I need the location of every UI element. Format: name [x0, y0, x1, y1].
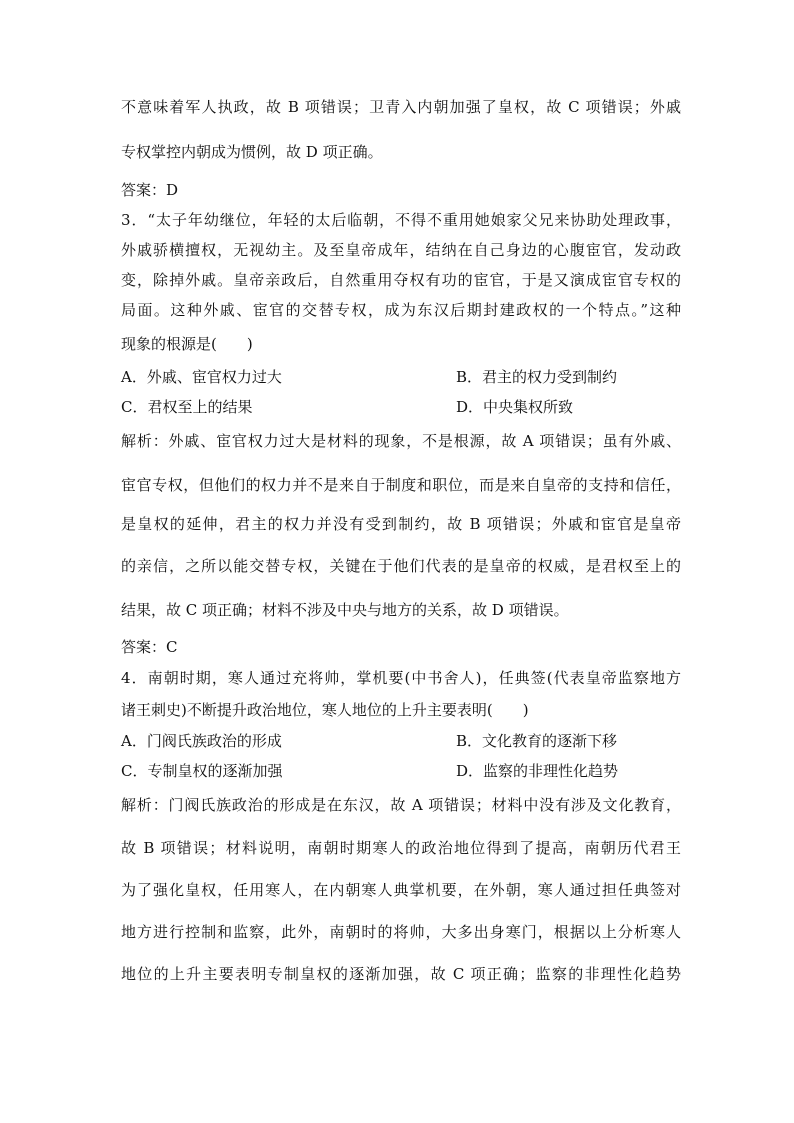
analysis-line: 为了强化皇权，任用寒人，在内朝寒人典掌机要，在外朝，寒人通过担任典签对 [121, 881, 681, 899]
option-d: D．监察的非理性化趋势 [456, 762, 619, 780]
option-b: B．文化教育的逐渐下移 [456, 732, 618, 750]
analysis-line: 地位的上升主要表明专制皇权的逐渐加强，故 C 项正确；监察的非理性化趋势 [121, 965, 681, 983]
question-stem-line: 局面。这种外戚、宦官的交替专权，成为东汉后期封建政权的一个特点。”这种 [121, 301, 681, 319]
question-stem-line: 3．“太子年幼继位，年轻的太后临朝，不得不重用她娘家父兄来协助处理政事， [121, 211, 681, 229]
analysis-line: 是皇权的延伸，君主的权力并没有受到制约，故 B 项错误；外戚和宦官是皇帝 [121, 515, 681, 533]
analysis-line: 的亲信，之所以能交替专权，关键在于他们代表的是皇帝的权威，是君权至上的 [121, 557, 681, 575]
option-a: A．门阀氏族政治的形成 [121, 732, 282, 750]
analysis-line: 故 B 项错误；材料说明，南朝时期寒人的政治地位得到了提高，南朝历代君王 [121, 839, 681, 857]
analysis-line: 解析：外戚、宦官权力过大是材料的现象，不是根源，故 A 项错误；虽有外戚、 [121, 432, 681, 450]
option-c: C．君权至上的结果 [121, 398, 253, 416]
analysis-line: 地方进行控制和监察，此外，南朝时的将帅，大多出身寒门，根据以上分析寒人 [121, 923, 681, 941]
option-b: B．君主的权力受到制约 [456, 368, 618, 386]
question-stem-line: 诸王刺史)不断提升政治地位，寒人地位的上升主要表明( ) [121, 701, 529, 719]
option-c: C．专制皇权的逐渐加强 [121, 762, 283, 780]
question-stem-line: 外戚骄横擅权，无视幼主。及至皇帝成年，结纳在自己身边的心腹宦官，发动政 [121, 241, 681, 259]
answer-label: 答案：D [121, 181, 179, 199]
analysis-line: 结果，故 C 项正确；材料不涉及中央与地方的关系，故 D 项错误。 [121, 601, 569, 619]
question-stem-line: 变，除掉外戚。皇帝亲政后，自然重用夺权有功的宦官，于是又演成宦官专权的 [121, 271, 681, 289]
option-d: D．中央集权所致 [456, 398, 574, 416]
answer-label: 答案：C [121, 638, 178, 656]
text-line: 专权掌控内朝成为惯例，故 D 项正确。 [121, 143, 383, 161]
option-a: A．外戚、宦官权力过大 [121, 368, 282, 386]
question-stem-line: 4．南朝时期，寒人通过充将帅，掌机要(中书舍人)，任典签(代表皇帝监察地方 [121, 669, 681, 687]
question-stem-line: 现象的根源是( ) [121, 335, 253, 353]
analysis-line: 解析：门阀氏族政治的形成是在东汉，故 A 项错误；材料中没有涉及文化教育， [121, 796, 681, 814]
text-line: 不意味着军人执政，故 B 项错误；卫青入内朝加强了皇权，故 C 项错误；外戚 [121, 98, 681, 116]
analysis-line: 宦官专权，但他们的权力并不是来自于制度和职位，而是来自皇帝的支持和信任， [121, 476, 681, 494]
